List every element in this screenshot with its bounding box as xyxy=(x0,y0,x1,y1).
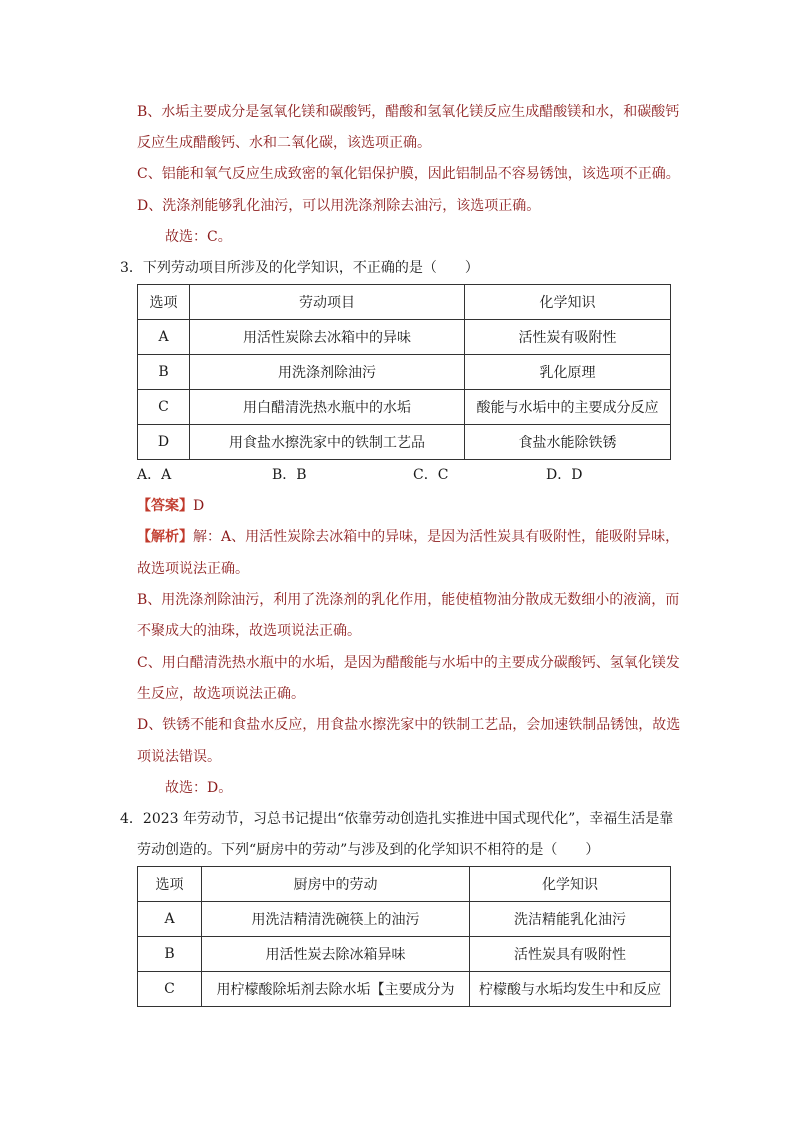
table-cell: B xyxy=(138,355,190,390)
table-cell: A xyxy=(138,902,202,937)
table-cell: 用白醋清洗热水瓶中的水垢 xyxy=(190,390,465,425)
table-cell: 活性炭有吸附性 xyxy=(465,320,671,355)
table-row xyxy=(138,355,671,390)
prev-analysis-b-line2: 反应生成醋酸钙、水和二氧化碳，该选项正确。 xyxy=(137,135,431,151)
q3-analysis-d-line2: 项说法错误。 xyxy=(137,749,221,765)
answer-label: 【答案】 xyxy=(137,498,193,514)
table-cell: 用洗洁精清洗碗筷上的油污 xyxy=(202,902,470,937)
table-row xyxy=(138,425,671,460)
q3-analysis-c-line1: C、用白醋清洗热水瓶中的水垢，是因为醋酸能与水垢中的主要成分碳酸钙、氢氧化镁发 xyxy=(137,655,680,671)
prev-analysis-d-line: D、洗涤剂能够乳化油污，可以用洗涤剂除去油污，该选项正确。 xyxy=(137,198,541,214)
analysis-label: 【解析】 xyxy=(137,529,193,545)
q4-stem-line1: 4．2023 年劳动节，习总书记提出“依靠劳动创造扎实推进中国式现代化”，幸福生活是靠 xyxy=(120,811,674,827)
q3-stem: 3．下列劳动项目所涉及的化学知识，不正确的是（ ） xyxy=(120,260,479,276)
table-cell: 酸能与水垢中的主要成分反应 xyxy=(465,390,671,425)
prev-analysis-b-line1: B、水垢主要成分是氢氧化镁和碳酸钙，醋酸和氢氧化镁反应生成醋酸镁和水，和碳酸钙 xyxy=(137,104,680,120)
table-cell: 食盐水能除铁锈 xyxy=(465,425,671,460)
table-row xyxy=(138,390,671,425)
prev-analysis-choice: 故选：C。 xyxy=(165,229,232,245)
q3-analysis-b-line2: 不聚成大的油珠，故选项说法正确。 xyxy=(137,623,361,639)
table-cell: 用洗涤剂除油污 xyxy=(190,355,465,390)
q3-answer-line xyxy=(137,497,204,515)
table-cell: 用活性炭除去冰箱中的异味 xyxy=(190,320,465,355)
table-cell: 柠檬酸与水垢均发生中和反应 xyxy=(470,972,671,1007)
table-cell: 用柠檬酸除垢剂去除水垢【主要成分为 xyxy=(202,972,470,1007)
q3-analysis-b-line1: B、用洗涤剂除油污，利用了洗涤剂的乳化作用，能使植物油分散成无数细小的液滴，而 xyxy=(137,592,680,608)
q4-table xyxy=(137,866,671,1007)
table-header-cell: 厨房中的劳动 xyxy=(202,867,470,902)
table-cell: 乳化原理 xyxy=(465,355,671,390)
q3-option-a: A．A xyxy=(137,467,172,483)
q4-stem-line2: 劳动创造的。下列“厨房中的劳动”与涉及到的化学知识不相符的是（ ） xyxy=(137,842,600,858)
table-cell: 活性炭具有吸附性 xyxy=(470,937,671,972)
table-header-row xyxy=(138,285,671,320)
table-header-cell: 劳动项目 xyxy=(190,285,465,320)
q3-option-d: D．D xyxy=(546,467,583,483)
table-cell: B xyxy=(138,937,202,972)
table-header-cell: 选项 xyxy=(138,285,190,320)
q3-analysis-line2: 故选项说法正确。 xyxy=(137,561,249,577)
q3-analysis-line1 xyxy=(137,528,679,546)
q3-choice: 故选：D。 xyxy=(165,780,233,796)
table-row xyxy=(138,902,671,937)
q3-analysis-d-line1: D、铁锈不能和食盐水反应，用食盐水擦洗家中的铁制工艺品，会加速铁制品锈蚀，故选 xyxy=(137,717,681,733)
table-cell: C xyxy=(138,390,190,425)
analysis-text: 解：A、用活性炭除去冰箱中的异味，是因为活性炭具有吸附性，能吸附异味， xyxy=(193,529,680,545)
table-cell: 用活性炭去除冰箱异味 xyxy=(202,937,470,972)
table-header-cell: 选项 xyxy=(138,867,202,902)
table-header-cell: 化学知识 xyxy=(470,867,671,902)
q3-option-c: C．C xyxy=(413,467,449,483)
q3-option-b: B．B xyxy=(272,467,307,483)
table-cell: 用食盐水擦洗家中的铁制工艺品 xyxy=(190,425,465,460)
table-cell: 洗洁精能乳化油污 xyxy=(470,902,671,937)
q3-table xyxy=(137,284,671,460)
prev-analysis-c-line: C、铝能和氧气反应生成致密的氧化铝保护膜，因此铝制品不容易锈蚀，该选项不正确。 xyxy=(137,166,680,182)
table-row xyxy=(138,972,671,1007)
table-row xyxy=(138,937,671,972)
table-header-row xyxy=(138,867,671,902)
table-cell: D xyxy=(138,425,190,460)
table-cell: A xyxy=(138,320,190,355)
table-cell: C xyxy=(138,972,202,1007)
table-header-cell: 化学知识 xyxy=(465,285,671,320)
table-row xyxy=(138,320,671,355)
answer-value: D xyxy=(193,498,205,514)
q3-analysis-c-line2: 生反应，故选项说法正确。 xyxy=(137,686,305,702)
